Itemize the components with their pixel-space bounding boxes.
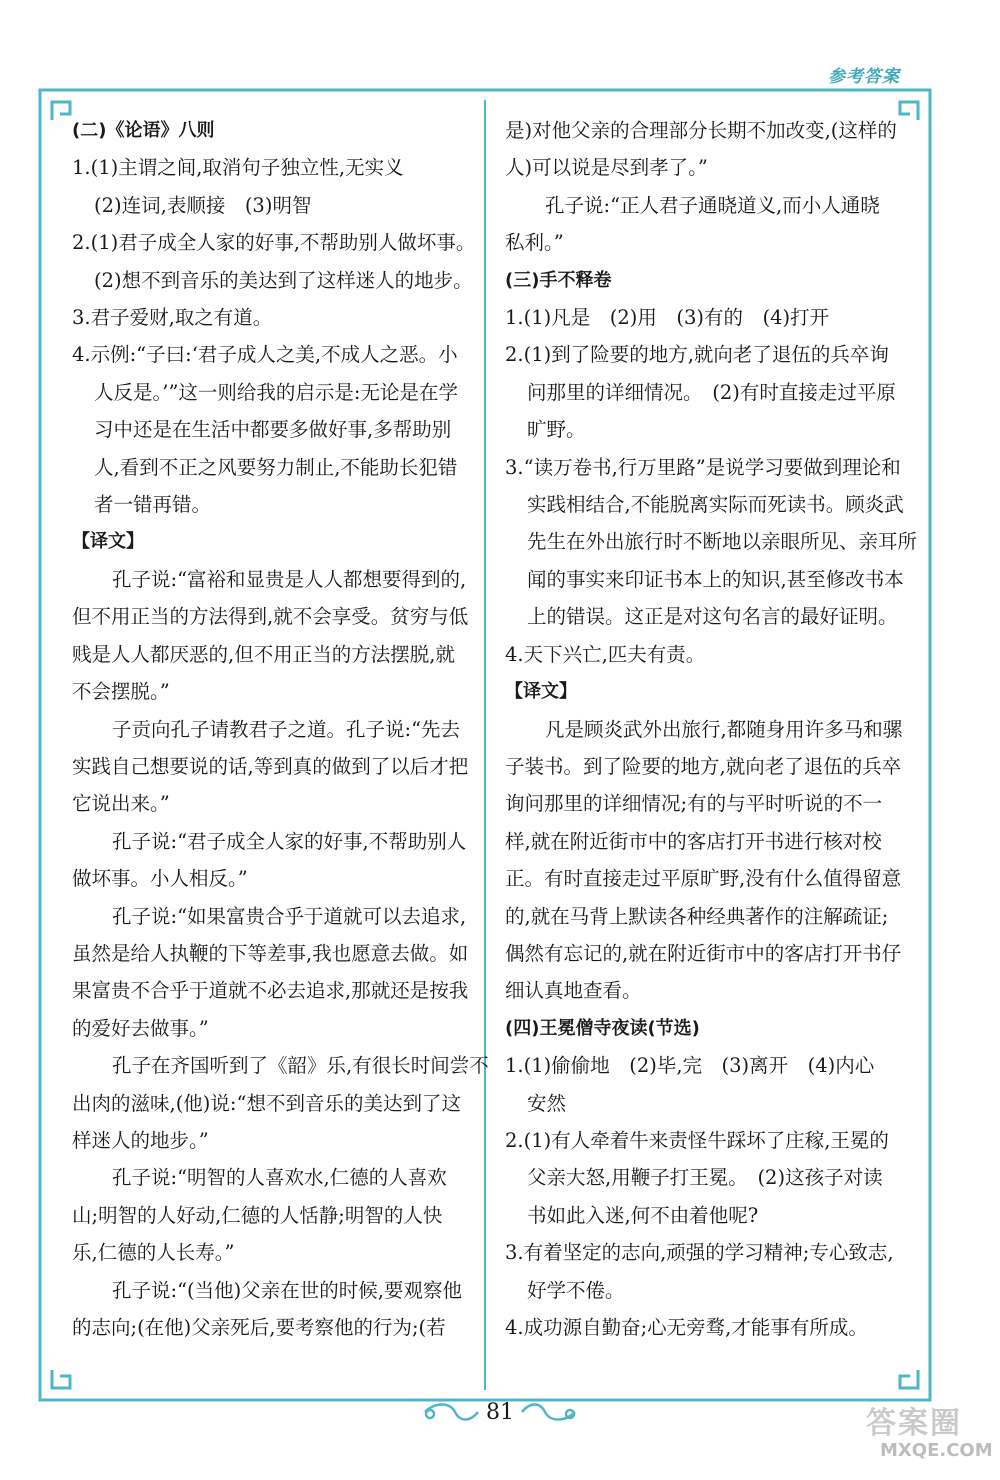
text-line: 它说出来。” — [72, 792, 170, 816]
text-line: 4.示例:“子曰:‘君子成人之美,不成人之恶。小 — [72, 343, 458, 367]
text-line: 不会摆脱。” — [72, 680, 170, 704]
text-line: 2.(1)到了险要的地方,就向老了退伍的兵卒询 — [505, 343, 889, 367]
text-line: 习中还是在生活中都要多做好事,多帮助别 — [94, 418, 452, 442]
text-line: 人)可以说是尽到孝了。” — [505, 156, 708, 180]
text-line: 孔子说:“君子成全人家的好事,不帮助别人 — [112, 829, 467, 853]
text-line: 孔子说:“如果富贵合乎于道就可以去追求, — [112, 904, 467, 928]
text-line: (2)想不到音乐的美达到了这样迷人的地步。 — [94, 268, 473, 292]
text-line: 2.(1)君子成全人家的好事,不帮助别人做坏事。 — [72, 231, 476, 255]
text-line: 1.(1)主谓之间,取消句子独立性,无实义 — [72, 156, 404, 180]
text-line: 细认真地查看。 — [505, 979, 642, 1003]
text-line: 做坏事。小人相反。” — [72, 867, 248, 891]
text-line: 3.“读万卷书,行万里路”是说学习要做到理论和 — [505, 455, 901, 479]
text-line: 但不用正当的方法得到,就不会享受。贫穷与低 — [72, 605, 469, 629]
text-line: 者一错再错。 — [94, 493, 212, 517]
text-line: 3.君子爱财,取之有道。 — [72, 306, 273, 330]
text-line: 的,就在马背上默读各种经典著作的注解疏证; — [505, 904, 889, 928]
header-tag: 参考答案 — [828, 67, 900, 87]
text-line: (四)王冕僧寺夜读(节选) — [505, 1017, 700, 1039]
text-line: 1.(1)凡是 (2)用 (3)有的 (4)打开 — [505, 306, 830, 330]
text-line: 出肉的滋味,(他)说:“想不到音乐的美达到了这 — [72, 1091, 461, 1115]
text-line: 4.成功源自勤奋;心无旁骛,才能事有所成。 — [505, 1316, 868, 1339]
text-line: 果富贵不合乎于道就不必去追求,那就还是按我 — [72, 979, 469, 1003]
text-line: 2.(1)有人牵着牛来责怪牛踩坏了庄稼,王冕的 — [505, 1128, 889, 1152]
text-line: 人反是。’”这一则给我的启示是:无论是在学 — [94, 380, 458, 404]
watermark-url: MXQE.COM — [880, 1440, 993, 1461]
text-line: 询问那里的详细情况;有的与平时听说的不一 — [505, 792, 883, 816]
text-line: 实践自己想要说的话,等到真的做到了以后才把 — [72, 754, 469, 778]
text-line: 先生在外出旅行时不断地以亲眼所见、亲耳所 — [527, 530, 918, 554]
text-line: 是)对他父亲的合理部分长期不加改变,(这样的 — [505, 119, 897, 142]
text-line: 闻的事实来印证书本上的知识,甚至修改书本 — [527, 567, 904, 591]
text-line: 乐,仁德的人长寿。” — [72, 1241, 235, 1265]
text-line: 孔子说:“(当他)父亲在世的时候,要观察他 — [112, 1278, 462, 1302]
text-line: 实践相结合,不能脱离实际而死读书。顾炎武 — [527, 493, 904, 517]
text-line: 子装书。到了险要的地方,就向老了退伍的兵卒 — [505, 754, 902, 778]
text-line: 的爱好去做事。” — [72, 1016, 209, 1040]
text-line: 山;明智的人好动,仁德的人恬静;明智的人快 — [72, 1203, 443, 1227]
text-line: 孔子说:“明智的人喜欢水,仁德的人喜欢 — [112, 1166, 447, 1190]
text-line: 贱是人人都厌恶的,但不用正当的方法摆脱,就 — [72, 642, 455, 666]
watermark: 答案圈 — [866, 1406, 962, 1441]
text-line: 安然 — [527, 1091, 567, 1115]
right-column — [505, 112, 918, 1346]
text-line: 书如此入迷,何不由着他呢? — [527, 1203, 759, 1227]
text-line: 4.天下兴亡,匹夫有责。 — [505, 642, 706, 666]
text-line: 孔子说:“富裕和显贵是人人都想要得到的, — [112, 567, 467, 591]
text-line: 3.有着坚定的志向,顽强的学习精神;专心致志, — [505, 1241, 894, 1265]
text-line: 样迷人的地步。” — [72, 1128, 209, 1152]
text-line: 好学不倦。 — [527, 1278, 625, 1302]
text-line: (2)连词,表顺接 (3)明智 — [94, 193, 312, 217]
text-line: 父亲大怒,用鞭子打王冕。 (2)这孩子对读 — [527, 1166, 883, 1190]
text-line: 私利。” — [505, 231, 564, 255]
text-line: 孔子说:“正人君子通晓道义,而小人通晓 — [545, 193, 880, 217]
text-line: (三)手不释卷 — [505, 269, 612, 291]
text-line: 人,看到不正之风要努力制止,不能助长犯错 — [94, 455, 458, 479]
text-line: 子贡向孔子请教君子之道。孔子说:“先去 — [112, 717, 461, 741]
text-line: 问那里的详细情况。 (2)有时直接走过平原 — [527, 380, 896, 404]
text-line: 1.(1)偷偷地 (2)毕,完 (3)离开 (4)内心 — [505, 1054, 875, 1078]
text-line: 【译文】 — [505, 681, 577, 703]
text-line: 旷野。 — [527, 418, 586, 442]
text-line: 虽然是给人执鞭的下等差事,我也愿意去做。如 — [72, 941, 469, 965]
left-column — [72, 112, 489, 1346]
text-line: 凡是顾炎武外出旅行,都随身用许多马和骡 — [545, 717, 903, 741]
text-line: 的志向;(在他)父亲死后,要考察他的行为;(若 — [72, 1316, 446, 1339]
text-line: 偶然有忘记的,就在附近街市中的客店打开书仔 — [505, 941, 902, 965]
text-line: 正。有时直接走过平原旷野,没有什么值得留意 — [505, 867, 902, 891]
text-line: 样,就在附近街市中的客店打开书进行核对校 — [505, 829, 882, 853]
page-number: 81 — [486, 1400, 514, 1425]
text-line: (二)《论语》八则 — [72, 120, 215, 141]
text-line: 上的错误。这正是对这句名言的最好证明。 — [527, 605, 898, 629]
text-line: 【译文】 — [72, 531, 144, 553]
text-line: 孔子在齐国听到了《韶》乐,有很长时间尝不 — [112, 1054, 489, 1078]
